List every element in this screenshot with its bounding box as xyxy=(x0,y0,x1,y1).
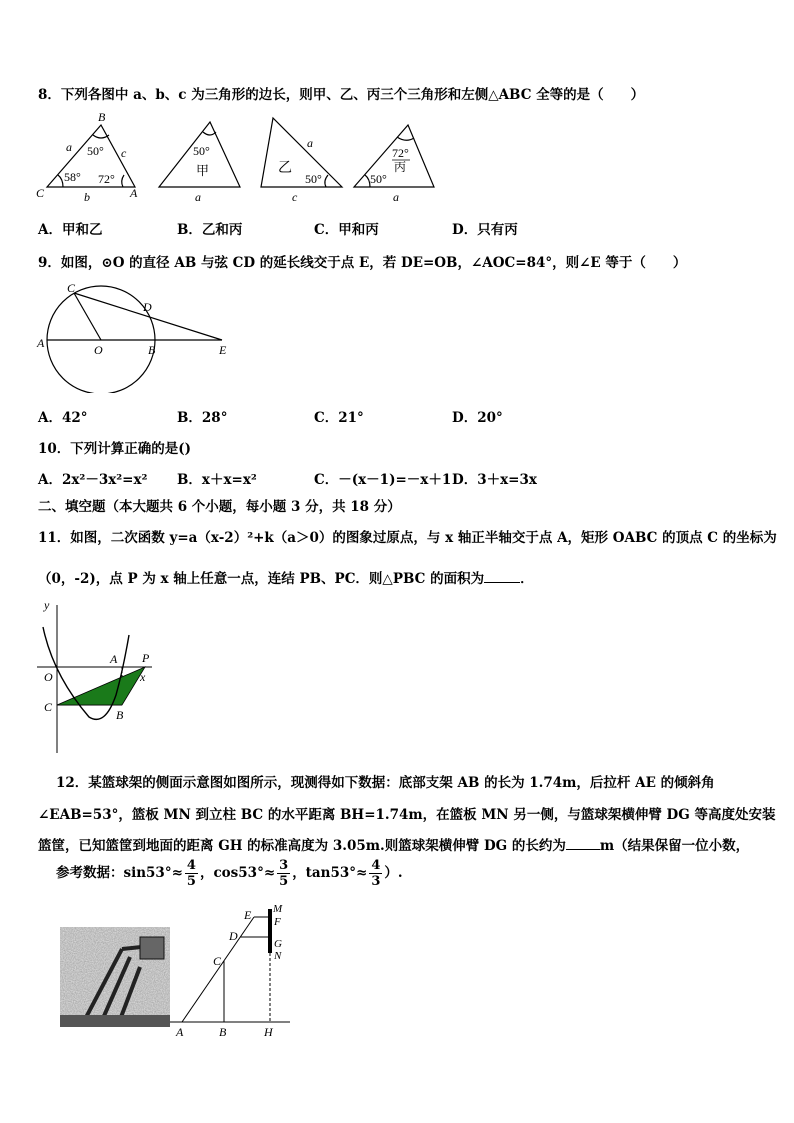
abc-label-C: C xyxy=(36,186,45,200)
q10-option-d[interactable]: D．3＋x=3x xyxy=(452,472,537,488)
fraction-sin-num: 4 xyxy=(186,858,196,873)
q11-label-C: C xyxy=(44,700,53,714)
q9-label-D: D xyxy=(143,300,152,314)
q11-line2-text: （0，-2)，点 P 为 x 轴上任意一点，连结 PB、PC．则△PBC 的面积为 xyxy=(38,571,485,587)
fraction-tan-num: 4 xyxy=(371,858,381,873)
fraction-cos xyxy=(277,858,290,889)
q11-line2 xyxy=(38,567,534,587)
q12-label-N: N xyxy=(274,950,282,962)
abc-angle-B: 50° xyxy=(87,144,104,158)
q11-figure xyxy=(32,595,162,757)
basketball-stand-photo xyxy=(60,927,170,1027)
abc-label-A: A xyxy=(130,186,138,200)
yi-angle: 50° xyxy=(305,172,322,186)
q9-option-a[interactable]: A．42° xyxy=(38,410,88,426)
q8-stem: 8．下列各图中 a、b、c 为三角形的边长，则甲、乙、丙三个三角形和左侧△ABC 全等的是（ ） xyxy=(38,87,645,103)
q12-ref-sin: 参考数据：sin53°≈ xyxy=(56,865,183,881)
q11-label-A: A xyxy=(110,652,118,666)
yi-side-c: c xyxy=(292,190,298,204)
q12-ref-end: ）. xyxy=(384,865,403,881)
q12-label-F: F xyxy=(274,916,281,928)
abc-label-B: B xyxy=(98,110,106,124)
q9-label-B: B xyxy=(148,343,156,357)
q9-option-c[interactable]: C．21° xyxy=(314,410,364,426)
fraction-sin xyxy=(185,858,198,889)
parabola-curve xyxy=(43,627,129,719)
abc-angle-C: 58° xyxy=(64,170,81,184)
q11-label-B: B xyxy=(116,708,124,722)
q12-label-D: D xyxy=(229,929,238,943)
yi-name: 乙 xyxy=(278,161,292,176)
q11-line1: 11．如图，二次函数 y=a（x-2）²+k（a＞0）的图象过原点，与 x 轴正半轴交于点 A，矩形 OABC 的顶点 C 的坐标为 xyxy=(38,530,777,546)
jia-angle: 50° xyxy=(193,144,210,158)
q9-label-C: C xyxy=(67,281,76,295)
q12-label-C: C xyxy=(213,954,222,968)
q11-label-O: O xyxy=(44,670,53,684)
section-heading: 二、填空题（本大题共 6 个小题，每小题 3 分，共 18 分） xyxy=(38,499,401,515)
q12-label-A: A xyxy=(176,1025,184,1039)
bing-side: a xyxy=(393,190,399,204)
q9-label-A: A xyxy=(37,336,45,350)
q9-figure xyxy=(30,278,250,393)
q12-answer-blank[interactable] xyxy=(566,837,600,850)
q11-label-y: y xyxy=(44,598,50,612)
q12-ref-cos: ，cos53°≈ xyxy=(199,865,276,881)
q12-ref-tan: ，tan53°≈ xyxy=(292,865,368,881)
q12-diagram xyxy=(168,905,293,1040)
q8-option-b[interactable]: B．乙和丙 xyxy=(177,222,243,238)
bing-name: 丙 xyxy=(394,160,407,174)
q12-label-G: G xyxy=(274,938,282,950)
triangle-yi xyxy=(261,118,342,187)
q12-line3 xyxy=(38,834,749,854)
fraction-cos-num: 3 xyxy=(279,858,289,873)
fraction-cos-den: 5 xyxy=(279,874,289,889)
abc-side-b: b xyxy=(84,190,90,204)
q12-label-E: E xyxy=(244,908,252,922)
q9-stem: 9．如图，⊙O 的直径 AB 与弦 CD 的延长线交于点 E，若 DE=OB，∠AOC=84°，则∠E 等于（ ） xyxy=(38,255,687,271)
q12-line4 xyxy=(56,858,403,889)
q10-stem: 10．下列计算正确的是() xyxy=(38,441,192,457)
q8-option-d[interactable]: D．只有丙 xyxy=(452,222,518,238)
fraction-tan xyxy=(369,858,382,889)
fraction-tan-den: 3 xyxy=(371,874,381,889)
yi-side-a: a xyxy=(307,136,313,150)
q8-option-a[interactable]: A．甲和乙 xyxy=(38,222,103,238)
q11-label-x: x xyxy=(140,670,146,684)
q9-option-b[interactable]: B．28° xyxy=(177,410,228,426)
q11-line2-end: ． xyxy=(520,571,534,587)
q11-answer-blank[interactable] xyxy=(484,570,520,583)
q12-line1: 12．某篮球架的侧面示意图如图所示，现测得如下数据：底部支架 AB 的长为 1.74m，后拉杆 AE 的倾斜角 xyxy=(56,775,715,791)
q10-option-c[interactable]: C．－(x－1)=－x＋1 xyxy=(314,472,452,488)
q12-label-M: M xyxy=(273,905,283,915)
q8-figure xyxy=(30,105,450,205)
q12-line3-text: 篮筐，已知篮筐到地面的距离 GH 的标准高度为 3.05m.则篮球架横伸臂 DG 的长约为 xyxy=(38,838,566,854)
q11-label-P: P xyxy=(142,651,150,665)
bing-angle-top: 72° xyxy=(392,146,409,160)
triangle-pbc-fill xyxy=(57,667,145,705)
q10-option-a[interactable]: A．2x²－3x²=x² xyxy=(38,472,148,488)
rod-ae-line xyxy=(182,917,254,1022)
jia-name: 甲 xyxy=(196,163,210,178)
abc-side-a: a xyxy=(66,140,72,154)
fraction-sin-den: 5 xyxy=(186,874,196,889)
abc-side-c: c xyxy=(121,146,127,160)
bing-angle-left: 50° xyxy=(370,172,387,186)
q12-line2: ∠EAB=53°，篮板 MN 到立柱 BC 的水平距离 BH=1.74m，在篮板 MN 另一侧，与篮球架横伸臂 DG 等高度处安装 xyxy=(38,807,776,823)
q12-line3-end: m（结果保留一位小数， xyxy=(599,838,750,854)
q10-option-b[interactable]: B．x＋x=x² xyxy=(177,472,257,488)
q9-option-d[interactable]: D．20° xyxy=(452,410,503,426)
q8-option-c[interactable]: C．甲和丙 xyxy=(314,222,379,238)
jia-side: a xyxy=(195,190,201,204)
q12-label-H: H xyxy=(264,1025,273,1039)
q12-label-B: B xyxy=(219,1025,227,1039)
q9-label-O: O xyxy=(94,343,103,357)
abc-angle-A: 72° xyxy=(98,172,115,186)
q9-label-E: E xyxy=(219,343,227,357)
